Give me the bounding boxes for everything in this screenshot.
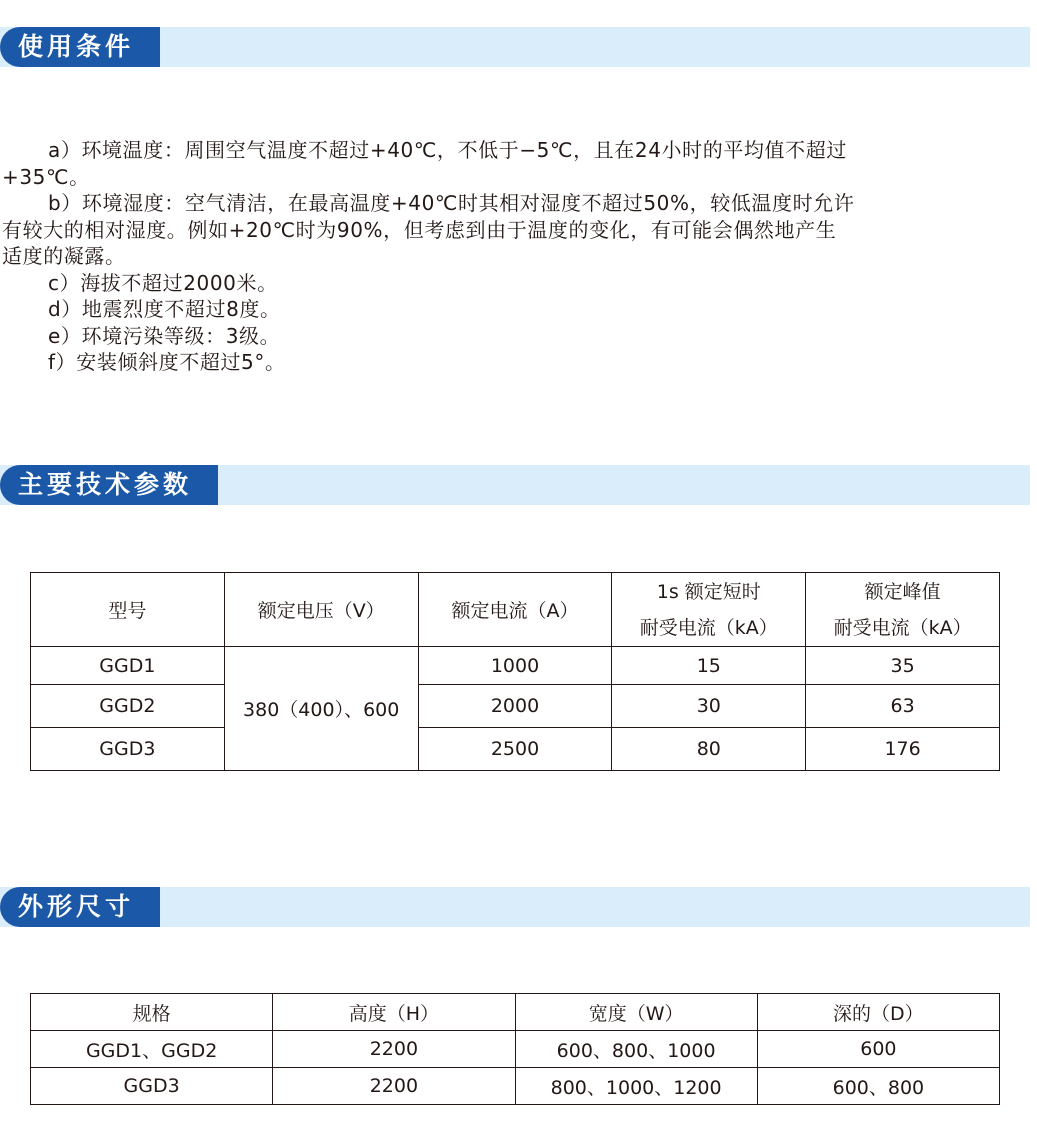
cell-current: 2000 (418, 685, 612, 728)
cell-height: 2200 (273, 1031, 515, 1068)
dims-header-row (31, 994, 1000, 1031)
header-current: 额定电流（A） (418, 573, 612, 647)
condition-a-line2: +35℃。 (2, 164, 90, 189)
condition-c: c）海拔不超过2000米。 (48, 270, 278, 295)
params-table (30, 572, 1000, 771)
header-model: 型号 (31, 573, 225, 647)
cell-model: GGD3 (31, 728, 225, 771)
cell-width: 800、1000、1200 (515, 1068, 757, 1105)
header-peak-line2: 耐受电流（kA） (833, 616, 972, 639)
cell-voltage: 380（400）、600 (224, 647, 418, 771)
cell-peak: 176 (806, 728, 1000, 771)
header-short-time-line2: 耐受电流（kA） (639, 616, 778, 639)
section-header-params (0, 465, 1030, 505)
header-peak-line1: 额定峰值 (864, 580, 941, 603)
condition-b-line2: 有较大的相对湿度。例如+20℃时为90%，但考虑到由于温度的变化，有可能会偶然地产生 (2, 217, 837, 242)
header-short-time-line1: 1s 额定短时 (656, 580, 761, 603)
cell-depth: 600、800 (757, 1068, 999, 1105)
condition-a-line1: a）环境温度：周围空气温度不超过+40℃，不低于−5℃，且在24小时的平均值不超过 (48, 138, 847, 162)
section-header-conditions (0, 27, 1030, 67)
condition-b-line3: 适度的凝露。 (2, 244, 126, 268)
table-row (31, 647, 1000, 685)
header-short-time-current (612, 573, 806, 647)
condition-e: e）环境污染等级：3级。 (48, 323, 281, 348)
section-header-dims (0, 887, 1030, 927)
header-voltage: 额定电压（V） (224, 573, 418, 647)
header-peak-current (806, 573, 1000, 647)
cell-peak: 35 (806, 647, 1000, 685)
header-spec: 规格 (31, 994, 273, 1031)
cell-short-time: 15 (612, 647, 806, 685)
table-row (31, 1031, 1000, 1068)
cell-height: 2200 (273, 1068, 515, 1105)
cell-spec: GGD1、GGD2 (31, 1031, 273, 1068)
cell-width: 600、800、1000 (515, 1031, 757, 1068)
table-row (31, 1068, 1000, 1105)
cell-spec: GGD3 (31, 1068, 273, 1105)
condition-b-line1: b）环境湿度：空气清洁，在最高温度+40℃时其相对湿度不超过50%，较低温度时允许 (48, 191, 855, 215)
header-height: 高度（H） (273, 994, 515, 1031)
cell-short-time: 80 (612, 728, 806, 771)
section-title-dims: 外形尺寸 (0, 887, 160, 927)
cell-depth: 600 (757, 1031, 999, 1068)
section-title-params: 主要技术参数 (0, 465, 218, 505)
section-title-conditions: 使用条件 (0, 27, 160, 67)
condition-d: d）地震烈度不超过8度。 (48, 297, 281, 321)
cell-current: 1000 (418, 647, 612, 685)
cell-short-time: 30 (612, 685, 806, 728)
header-width: 宽度（W） (515, 994, 757, 1031)
conditions-list (2, 137, 1032, 376)
cell-current: 2500 (418, 728, 612, 771)
cell-peak: 63 (806, 685, 1000, 728)
condition-f: f）安装倾斜度不超过5°。 (48, 350, 286, 374)
dims-table (30, 993, 1000, 1105)
header-depth: 深的（D） (757, 994, 999, 1031)
params-header-row (31, 573, 1000, 647)
table-row (31, 728, 1000, 771)
cell-model: GGD2 (31, 685, 225, 728)
cell-model: GGD1 (31, 647, 225, 685)
table-row (31, 685, 1000, 728)
